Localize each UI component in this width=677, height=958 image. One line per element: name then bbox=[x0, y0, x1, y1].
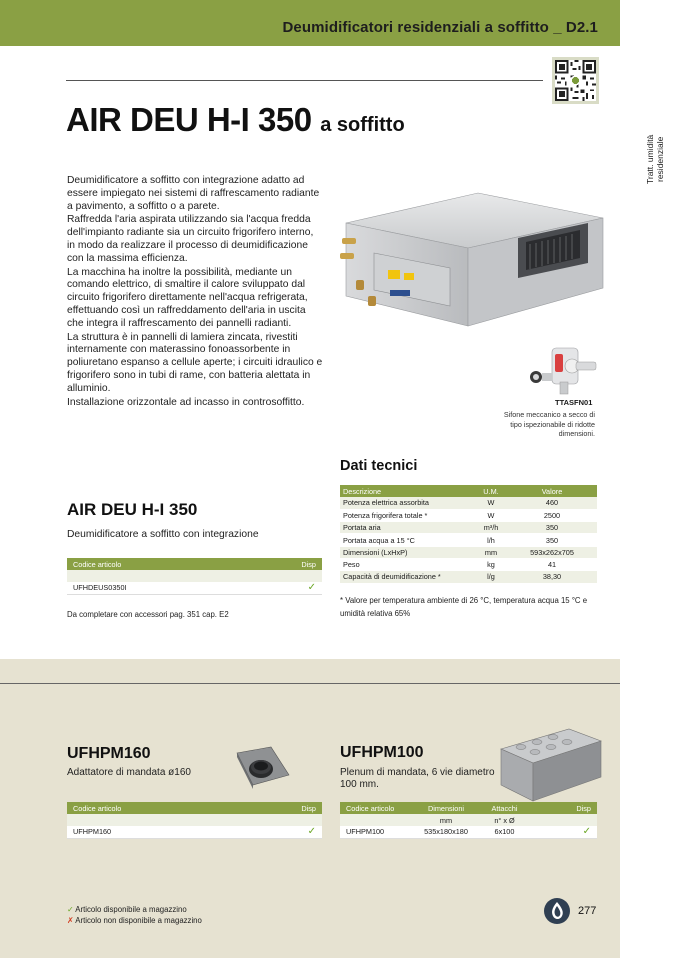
table-row[interactable] bbox=[67, 582, 322, 594]
col-header: Valore bbox=[507, 485, 597, 497]
product-title-main: AIR DEU H-I 350 bbox=[66, 101, 312, 138]
header-bar bbox=[0, 0, 620, 46]
description-paragraph: Installazione orizzontale ad incasso in controsoffitto. bbox=[67, 396, 305, 408]
cell-description: Potenza elettrica assorbita bbox=[340, 497, 475, 509]
table-row bbox=[340, 509, 597, 521]
col-header: Codice articolo bbox=[67, 558, 248, 570]
model-title: AIR DEU H-I 350 bbox=[67, 500, 198, 519]
description-paragraph: Deumidificatore a soffitto con integrazione adatto ad essere impiegato nei sistemi di raffrescamento radiante a pavimento, a soffitto o a parete. bbox=[67, 175, 320, 212]
siphon-code: TTASFN01 bbox=[555, 398, 593, 407]
article-code: UFHPM160 bbox=[67, 826, 244, 838]
section-title: Deumidificatori residenziali a soffitto _ D2.1 bbox=[282, 19, 598, 36]
accessory-title: UFHPM100 bbox=[340, 744, 424, 761]
col-header: Dimensioni bbox=[410, 802, 482, 814]
cell-description: Capacità di deumidificazione * bbox=[340, 571, 475, 583]
cell-unit: l/h bbox=[475, 534, 507, 546]
col-header: Disp bbox=[248, 558, 322, 570]
product-description bbox=[67, 175, 323, 410]
cell-value: 350 bbox=[507, 534, 597, 546]
table-row bbox=[340, 534, 597, 546]
siphon-caption: Sifone meccanico a secco di tipo ispezionabile di ridotte dimensioni. bbox=[503, 410, 595, 439]
product-title-sub: a soffitto bbox=[320, 114, 405, 136]
availability-legend bbox=[67, 905, 202, 926]
cell-unit: m³/h bbox=[475, 522, 507, 534]
table-row bbox=[340, 571, 597, 583]
attacchi-value: 6x100 bbox=[482, 826, 527, 838]
brand-logo-icon bbox=[543, 897, 571, 925]
tech-data-title: Dati tecnici bbox=[340, 458, 418, 474]
unit-attacchi: n° x Ø bbox=[482, 814, 527, 826]
cell-description: Peso bbox=[340, 558, 475, 570]
divider bbox=[0, 683, 620, 684]
cell-description: Dimensioni (LxHxP) bbox=[340, 546, 475, 558]
tech-data-table bbox=[340, 485, 597, 584]
table-row bbox=[340, 546, 597, 558]
article-code: UFHDEUS0350I bbox=[67, 582, 248, 594]
cell-unit: l/g bbox=[475, 571, 507, 583]
table-row bbox=[340, 558, 597, 570]
unit-dimensions: mm bbox=[410, 814, 482, 826]
table-row[interactable] bbox=[67, 826, 322, 838]
accessory-title: UFHPM160 bbox=[67, 745, 151, 762]
cell-unit: W bbox=[475, 497, 507, 509]
col-header: Disp bbox=[244, 802, 322, 814]
units-row bbox=[340, 814, 597, 826]
col-header: Disp bbox=[527, 802, 597, 814]
col-header: U.M. bbox=[475, 485, 507, 497]
cell-unit: kg bbox=[475, 558, 507, 570]
availability-check-icon: ✓ bbox=[248, 582, 322, 594]
availability-check-icon: ✓ bbox=[527, 826, 597, 838]
cell-value: 2500 bbox=[507, 509, 597, 521]
side-section-label: Tratt. umidità residenziale bbox=[645, 134, 665, 184]
cell-value: 41 bbox=[507, 558, 597, 570]
availability-check-icon: ✓ bbox=[244, 826, 322, 838]
page-number: 277 bbox=[578, 905, 597, 917]
description-paragraph: La struttura è in pannelli di lamiera zincata, rivestiti internamente con materassino fonoassorbente in poliuretano espanso a cellule aperte; i circuiti idraulico e frigorifero sono in tubi di rame, con batteria alettata in alluminio. bbox=[67, 331, 323, 394]
table-row bbox=[340, 497, 597, 509]
cell-unit: W bbox=[475, 509, 507, 521]
cell-value: 350 bbox=[507, 522, 597, 534]
divider bbox=[66, 80, 543, 81]
article-code: UFHPM100 bbox=[340, 826, 410, 838]
legend-item-available: ✓ Articolo disponibile a magazzino bbox=[67, 905, 187, 914]
product-title bbox=[66, 101, 405, 139]
cell-value: 593x262x705 bbox=[507, 546, 597, 558]
tech-note: * Valore per temperatura ambiente di 26 °C, temperatura acqua 15 °C e umidità relativa 65% bbox=[340, 596, 588, 618]
description-paragraph: La macchina ha inoltre la possibilità, mediante un comando elettrico, di smaltire il calore sviluppato dal circuito frigorifero direttamente nell'acqua refrigerata, effettuando così un raffreddamento dell'aria in uscita che integra il raffrescamento dei pannelli radianti. bbox=[67, 266, 308, 329]
dehumidifier-image bbox=[338, 178, 608, 328]
cell-description: Potenza frigorifera totale * bbox=[340, 509, 475, 521]
siphon-image bbox=[528, 344, 600, 396]
accessory-table bbox=[340, 802, 597, 839]
description-paragraph: Raffredda l'aria aspirata utilizzando sia l'acqua fredda dell'impianto radiante sia un circuito frigorifero interno, in modo da realizzare il processo di deumidificazione con la massima efficienza. bbox=[67, 214, 314, 264]
accessory-subtitle: Adattatore di mandata ø160 bbox=[67, 767, 191, 778]
cell-value: 460 bbox=[507, 497, 597, 509]
table-row bbox=[340, 522, 597, 534]
col-header: Codice articolo bbox=[340, 802, 410, 814]
cell-description: Portata acqua a 15 °C bbox=[340, 534, 475, 546]
col-header: Codice articolo bbox=[67, 802, 244, 814]
cell-value: 38,30 bbox=[507, 571, 597, 583]
dimensions-value: 535x180x180 bbox=[410, 826, 482, 838]
article-table bbox=[67, 558, 322, 595]
legend-item-unavailable: ✗ Articolo non disponibile a magazzino bbox=[67, 915, 202, 925]
col-header: Descrizione bbox=[340, 485, 475, 497]
cross-icon: ✗ bbox=[67, 915, 74, 925]
qr-code-icon[interactable] bbox=[552, 57, 599, 104]
plenum-image bbox=[499, 727, 603, 804]
col-header: Attacchi bbox=[482, 802, 527, 814]
model-subtitle: Deumidificatore a soffitto con integrazione bbox=[67, 529, 259, 540]
accessories-note: Da completare con accessori pag. 351 cap. E2 bbox=[67, 610, 229, 619]
cell-description: Portata aria bbox=[340, 522, 475, 534]
check-icon: ✓ bbox=[67, 905, 74, 914]
adapter-image bbox=[233, 745, 291, 791]
accessory-subtitle: Plenum di mandata, 6 vie diametro 100 mm. bbox=[340, 767, 495, 790]
table-row[interactable] bbox=[340, 826, 597, 838]
cell-unit: mm bbox=[475, 546, 507, 558]
accessory-table bbox=[67, 802, 322, 839]
